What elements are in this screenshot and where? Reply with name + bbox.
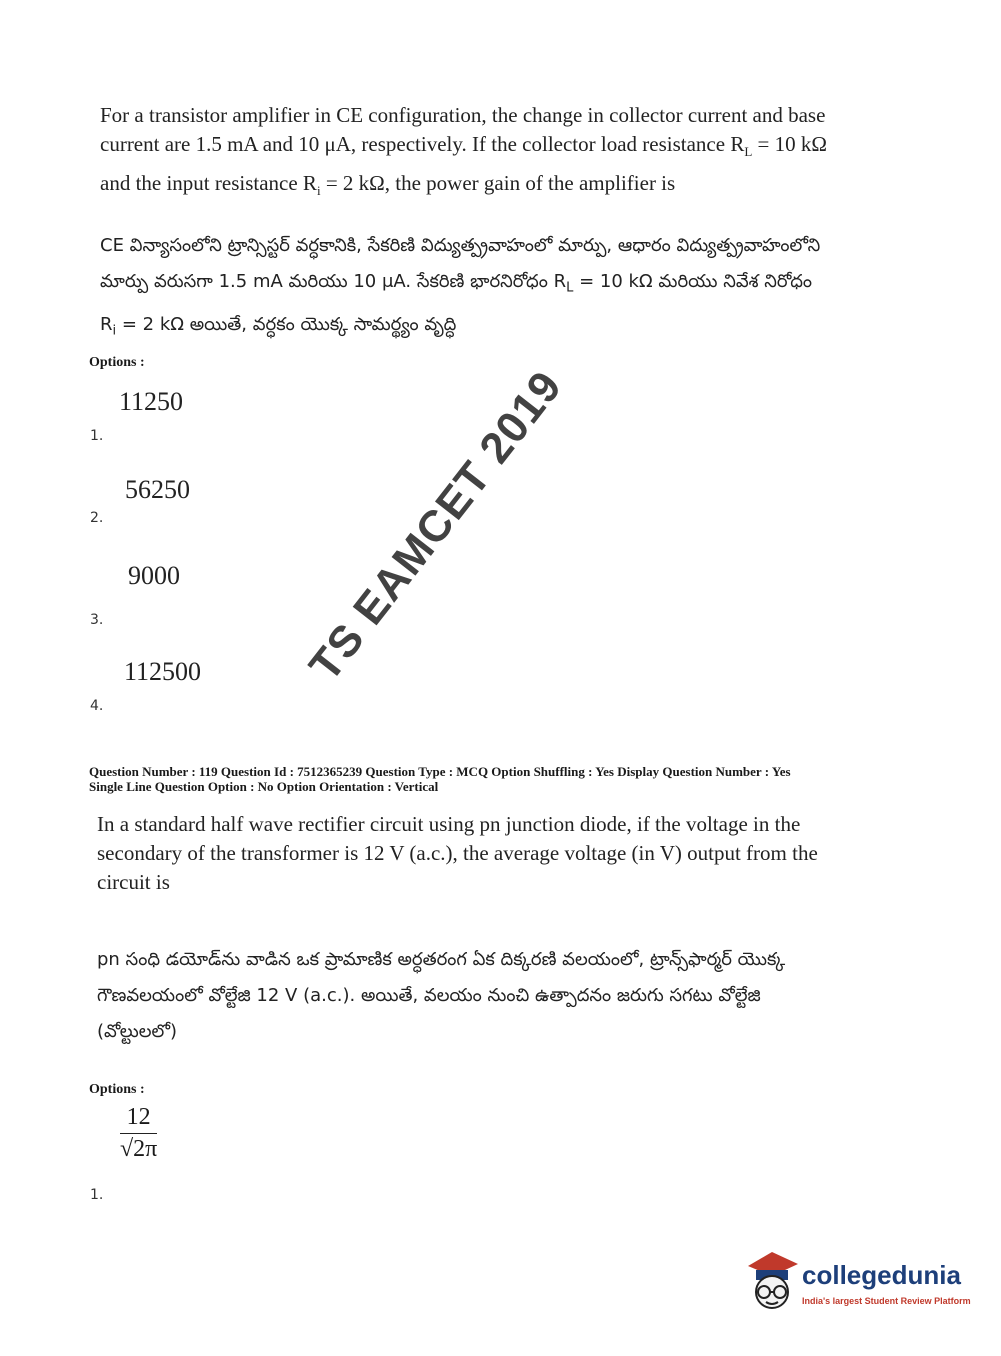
q1-english-line-1: For a transistor amplifier in CE configuration, the change in collector current and base	[100, 103, 826, 127]
q1-option-1-value: 11250	[119, 387, 184, 416]
q2-option-1-number[interactable]: 1.	[90, 1187, 104, 1203]
q1-english-line-2: current are 1.5 mA and 10 μA, respectively. If the collector load resistance $R_L = 10$ kΩ	[100, 132, 827, 160]
q2-telugu-text	[97, 942, 897, 1050]
q1-option-3-number[interactable]: 3.	[90, 612, 104, 628]
q1-option-2-number[interactable]: 2.	[90, 510, 104, 526]
question-meta-line-2: Single Line Question Option : No Option Orientation : Vertical	[89, 779, 439, 794]
q1-option-4-value: 112500	[124, 657, 202, 686]
fraction-numerator: 12	[120, 1104, 157, 1134]
logo-wordmark: collegedunia	[802, 1260, 961, 1290]
q1-option-1-number[interactable]: 1.	[90, 428, 104, 444]
watermark: TS EAMCET 2019	[300, 361, 572, 691]
q2-english-line-3: circuit is	[97, 870, 170, 894]
logo-tagline: India's largest Student Review Platform	[802, 1296, 971, 1306]
q1-telugu-line-3: $R_i = 2$ kΩ అయితే, వర్ధకం యొక్క సామర్థ్యం వృద్ధి	[100, 313, 457, 339]
q1-english-text	[100, 101, 900, 205]
question-meta-line-1: Question Number : 119 Question Id : 7512365239 Question Type : MCQ Option Shuffling : Yes Display Question Number : Yes	[89, 764, 791, 779]
q2-english-line-1: In a standard half wave rectifier circuit using pn junction diode, if the voltage in the	[97, 812, 801, 836]
q1-telugu-text	[100, 228, 900, 349]
q2-options-label: Options :	[89, 1082, 145, 1097]
q2-option-1-fraction	[120, 1104, 157, 1163]
q1-options-label: Options :	[89, 355, 145, 370]
q1-option-3-value: 9000	[128, 561, 180, 590]
q1-telugu-line-1: CE విన్యాసంలోని ట్రాన్సిస్టర్ వర్ధకానికి, సేకరిణి విద్యుత్ప్రవాహంలో మార్పు, ఆధారం విద్యుత్ప్రవాహంలోని	[100, 235, 821, 256]
q1-option-4-number[interactable]: 4.	[90, 698, 104, 714]
q1-telugu-line-2: మార్పు వరుసగా 1.5 mA మరియు 10 μA. సేకరిణి భారనిరోధం $R_L = 10$ kΩ మరియు నివేశ నిరోధం	[100, 271, 813, 296]
q2-english-line-2: secondary of the transformer is 12 V (a.c.), the average voltage (in V) output from the	[97, 841, 818, 865]
q1-english-line-3: and the input resistance $R_i = 2$ kΩ, the power gain of the amplifier is	[100, 171, 676, 199]
q1-option-2-value: 56250	[125, 475, 190, 504]
q2-telugu-line-2: గౌణవలయంలో వోల్టేజి 12 V (a.c.). అయితే, వలయం నుంచి ఉత్పాదనం జరుగు సగటు వోల్టేజి	[97, 985, 761, 1006]
mascot-icon	[742, 1248, 802, 1318]
q2-telugu-line-1: pn సంధి డయోడ్‌ను వాడిన ఒక ప్రామాణిక అర్ధతరంగ ఏక దిక్కరణి వలయంలో, ట్రాన్స్‌ఫార్మర్ యొక్క	[97, 949, 786, 970]
fraction-denominator: √2π	[120, 1136, 158, 1162]
question-meta	[89, 764, 791, 794]
collegedunia-logo[interactable]	[742, 1248, 970, 1318]
q2-telugu-line-3: (వోల్టులలో)	[97, 1021, 178, 1042]
q2-english-text	[97, 810, 897, 897]
